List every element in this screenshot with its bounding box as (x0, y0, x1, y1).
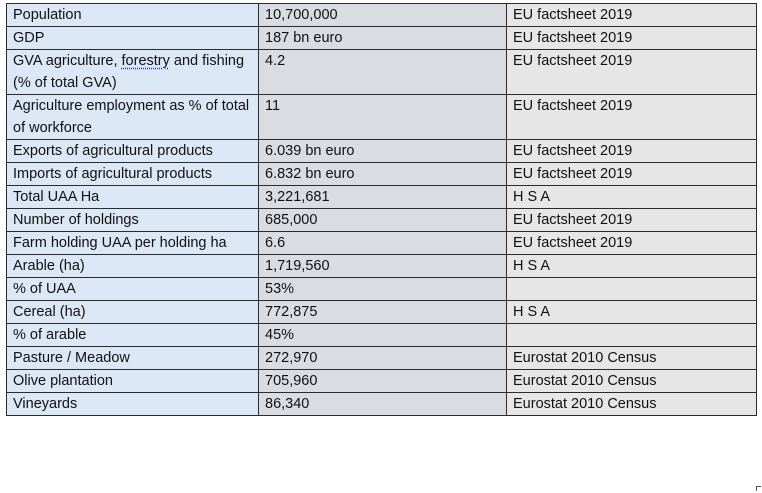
row-label: Agriculture employment as % of total of workforce (7, 95, 259, 140)
row-label: Imports of agricultural products (7, 163, 259, 186)
row-value: 772,875 (259, 301, 507, 324)
row-source: Eurostat 2010 Census (507, 347, 757, 370)
row-label: GDP (7, 27, 259, 50)
table-row (7, 255, 757, 278)
table-row (7, 278, 757, 301)
row-label: % of arable (7, 324, 259, 347)
table-row (7, 95, 757, 140)
row-source: H S A (507, 186, 757, 209)
row-value: 6.6 (259, 232, 507, 255)
row-source (507, 278, 757, 301)
row-value: 10,700,000 (259, 4, 507, 27)
row-source: EU factsheet 2019 (507, 4, 757, 27)
row-label: Total UAA Ha (7, 186, 259, 209)
table-row (7, 140, 757, 163)
row-value: 6.832 bn euro (259, 163, 507, 186)
row-label: Cereal (ha) (7, 301, 259, 324)
row-label: Number of holdings (7, 209, 259, 232)
row-value: 6.039 bn euro (259, 140, 507, 163)
row-value: 705,960 (259, 370, 507, 393)
row-label: Pasture / Meadow (7, 347, 259, 370)
row-value: 11 (259, 95, 507, 140)
row-source: EU factsheet 2019 (507, 95, 757, 140)
row-value: 685,000 (259, 209, 507, 232)
table-row (7, 163, 757, 186)
table-row (7, 186, 757, 209)
table-row (7, 324, 757, 347)
row-source: Eurostat 2010 Census (507, 393, 757, 416)
row-label: Vineyards (7, 393, 259, 416)
row-label: Population (7, 4, 259, 27)
row-source: H S A (507, 255, 757, 278)
statistics-table (6, 3, 757, 416)
table-row (7, 50, 757, 95)
table-row (7, 27, 757, 50)
row-label: Olive plantation (7, 370, 259, 393)
row-label: Farm holding UAA per holding ha (7, 232, 259, 255)
table-row (7, 301, 757, 324)
row-label: Exports of agricultural products (7, 140, 259, 163)
row-source: EU factsheet 2019 (507, 140, 757, 163)
row-label-part: GVA agriculture, (13, 53, 122, 69)
row-label: Arable (ha) (7, 255, 259, 278)
table-row (7, 232, 757, 255)
row-source: EU factsheet 2019 (507, 232, 757, 255)
row-source (507, 324, 757, 347)
row-value: 187 bn euro (259, 27, 507, 50)
row-value: 1,719,560 (259, 255, 507, 278)
table-row (7, 209, 757, 232)
row-value: 4.2 (259, 50, 507, 95)
table-row (7, 347, 757, 370)
row-source: EU factsheet 2019 (507, 163, 757, 186)
row-value: 3,221,681 (259, 186, 507, 209)
row-source: H S A (507, 301, 757, 324)
row-source: EU factsheet 2019 (507, 209, 757, 232)
row-value: 272,970 (259, 347, 507, 370)
row-value: 53% (259, 278, 507, 301)
table-row (7, 4, 757, 27)
row-source: EU factsheet 2019 (507, 50, 757, 95)
row-value: 86,340 (259, 393, 507, 416)
row-value: 45% (259, 324, 507, 347)
table-row (7, 393, 757, 416)
spellcheck-marked-word: forestry (121, 53, 170, 69)
table-resize-handle[interactable] (756, 486, 761, 491)
row-label (7, 50, 259, 95)
row-source: EU factsheet 2019 (507, 27, 757, 50)
table-row (7, 370, 757, 393)
row-source: Eurostat 2010 Census (507, 370, 757, 393)
row-label: % of UAA (7, 278, 259, 301)
row-label-part: and fishing (% of total GVA) (13, 53, 245, 91)
